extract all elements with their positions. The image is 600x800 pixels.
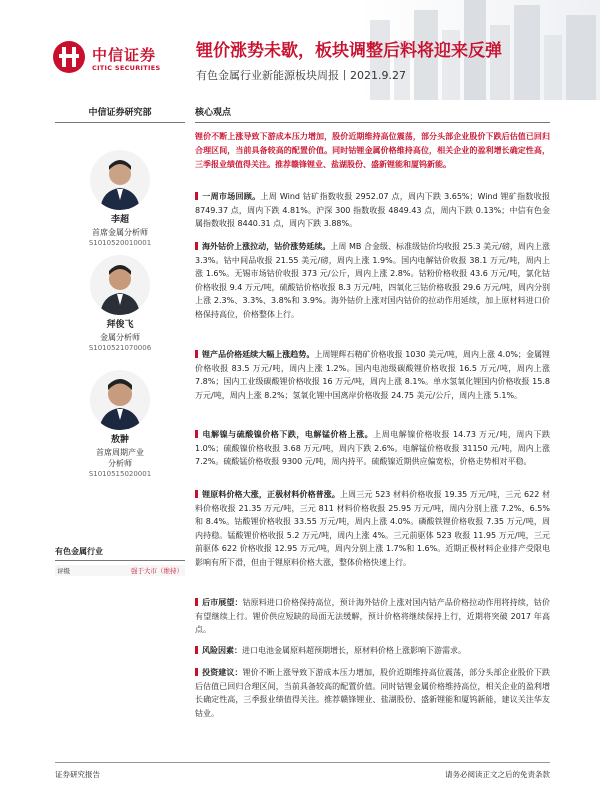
avatar: [90, 150, 150, 210]
paragraph-text: 上周 MB 合金级、标准级钴价均收报 25.3 美元/磅，周内上涨 3.3%。钴中间品收报 21.55 美元/磅，周内上涨 1.9%。国内电解钴价收报 38.1 万元/吨，周内上涨 1.6%。无锡市场钴价收报 373 元/公斤，周内上涨 2.8%。钴粉价格收报 43.6 万元/吨，氯化钴价格收报 9.4 万元/吨，硫酸钴价格收报 8.3 万元/吨，四氧化三钴价格收报 29.6 万元/吨，周内分别上涨 2.3%、3.3%、3.8%和 3.9%。海外钴价上涨对国内钴价的拉动作用延续，加上原材料进口价格保持高位，价格整体上行。: [195, 242, 551, 319]
paragraph-text: 上周锂辉石精矿价格收报 1030 美元/吨，周内上涨 4.0%；金属锂价格收报 83.5 万元/吨，周内上涨 1.2%。国内电池级碳酸锂价格收报 16.5 万元/吨，周内上涨 7.8%；国内工业级碳酸锂价格收报 16 万元/吨，周内上涨 8.1%。单水氢氧化锂国内价格收报 15.8 万元/吨，周内上涨 8.2%；氢氧化锂中国离岸价格收报 24.75 美元/公斤，周内上涨 5.1%。: [195, 350, 550, 400]
analyst-title: 首席周期产业 分析师: [96, 448, 144, 468]
report-subtitle: 有色金属行业新能源板块周报丨2021.9.27: [196, 69, 406, 82]
bullet-marker: [195, 490, 198, 498]
bullet-marker: [195, 646, 198, 654]
core-view-heading: 核心观点: [195, 105, 550, 123]
analyst-id: S1010515020001: [88, 470, 152, 478]
avatar: [90, 255, 150, 315]
report-title: 锂价涨势未歇，板块调整后料将迎来反弹: [196, 41, 502, 61]
bullet-marker: [195, 242, 198, 250]
paragraph-lead: 一周市场回顾。: [202, 192, 261, 201]
paragraph-risk: [195, 644, 550, 658]
paragraph-cobalt: [195, 240, 550, 321]
rating-value: 强于大市（维持）: [131, 567, 183, 575]
bullet-marker: [195, 668, 198, 676]
paragraph-lead: 电解镍与硫酸镍价格下跌，电解锰价格上涨。: [202, 430, 374, 439]
paragraph-lead: 后市展望：: [202, 598, 243, 607]
analyst-card: [55, 255, 185, 354]
analyst-card: [55, 150, 185, 249]
logo-english-text: CITIC SECURITIES: [92, 64, 161, 72]
paragraph-text: 上周三元 523 材料价格收报 19.35 万元/吨，三元 622 材料价格收报 21.35 万元/吨，三元 811 材料价格收报 25.95 万元/吨，周内分别上涨 7.2%、6.5%和 8.4%。钴酸锂价格收报 33.55 万元/吨，周内上涨 4.0%。磷酸铁锂价格收报 7.35 万元/吨，周内持稳。锰酸锂价格收报 5.2 万元/吨，周内上涨 4%。三元前驱体 523 收报 11.95 万元/吨，三元前驱体 622 价格收报 12.95 万元/吨，周内分别上涨 1.7%和 1.6%。近期正极材料企业排产受限电影响有所下滑，但由于锂原料价格大涨，整体价格快速上行。: [195, 490, 550, 567]
rating-label: 评级: [57, 567, 70, 575]
paragraph-lead: 投资建议：: [202, 668, 243, 677]
paragraph-text: 上周电解镍价格收报 14.73 万元/吨，周内下跌 1.0%；硫酸镍价格收报 3.68 万元/吨，周内下跌 2.6%。电解锰价格收报 31150 元/吨，周内上涨 7.2%。硫酸锰价格收报 9300 元/吨，周内持平。硫酸镍近期供应偏宽松，价格走势相对平稳。: [195, 430, 550, 466]
paragraph-investment-advice: [195, 666, 550, 720]
paragraph-lead: 海外钴价上涨拉动，钴价涨势延续。: [202, 242, 331, 251]
bullet-marker: [195, 598, 198, 606]
core-summary: 锂价不断上涨导致下游成本压力增加，股价近期维持高位震荡，部分头部企业股价下跌后估值已回归合理区间，当前具备较高的配置价值。同时钴锂金属价格维持高位，相关企业的盈利增长确定性高，三季报业绩值得关注。推荐赣锋锂业、盐湖股份、盛新锂能和厦钨新能。: [195, 132, 550, 169]
analyst-card: [55, 370, 185, 480]
bullet-marker: [195, 192, 198, 200]
paragraph-text: 锂价不断上涨导致下游成本压力增加，股价近期维持高位震荡，部分头部企业股价下跌后估值已回归合理区间，当前具备较高的配置价值。同时钴锂金属价格维持高位，相关企业的盈利增长确定性高，三季报业绩值得关注。推荐赣锋锂业、盐湖股份、盛新锂能和厦钨新能，建议关注华友钴业。: [195, 668, 551, 718]
paragraph-lead: 锂原料价格大涨，正极材料价格普涨。: [202, 490, 341, 499]
footer-left-text: 证券研究报告: [55, 770, 100, 779]
industry-rating: [55, 546, 185, 576]
analyst-id: S1010521070006: [88, 344, 152, 352]
paragraph-lead: 风险因素：: [202, 646, 242, 655]
analyst-name: 李超: [110, 215, 129, 225]
rating-row: [55, 565, 185, 576]
analyst-name: 拜俊飞: [106, 320, 134, 330]
rating-industry: 有色金属行业: [55, 546, 185, 561]
citic-logo-icon: [52, 40, 86, 74]
logo-chinese-text: 中信证券: [92, 46, 157, 64]
paragraph-lithium: [195, 348, 550, 402]
paragraph-outlook: [195, 596, 550, 637]
report-header: [0, 0, 600, 100]
analyst-id: S1010520010001: [88, 239, 152, 247]
analyst-title: 首席金属分析师: [92, 228, 148, 237]
paragraph-text: 上周 Wind 钴矿指数收报 2952.07 点，周内下跌 3.65%；Wind 锂矿指数收报 8749.37 点，周内下跌 4.81%。沪深 300 指数收报 4849.43 点，周内下跌 0.13%；中信有色金属指数收报 8440.31 点，周内下跌 3.88%。: [195, 192, 550, 228]
paragraph-cathode: [195, 488, 550, 569]
analyst-name: 敖翀: [110, 435, 129, 445]
bullet-marker: [195, 350, 198, 358]
paragraph-lead: 锂产品价格延续大幅上涨趋势。: [202, 350, 315, 359]
research-dept-heading: 中信证券研究部: [55, 105, 185, 123]
bullet-marker: [195, 430, 198, 438]
paragraph-market-review: [195, 190, 550, 231]
paragraph-text: 进口电池金属原料超预期增长，原材料价格上涨影响下游需求。: [242, 646, 466, 655]
page-footer: [55, 762, 550, 780]
avatar: [90, 370, 150, 430]
paragraph-text: 钴原料进口价格保持高位，预计海外钴价上涨对国内钴产品价格拉动作用将持续，钴价有望继续上行。锂价供应短缺的局面无法缓解，预计价格将继续保持上行，近期将突破 2017 年高点。: [195, 598, 551, 634]
core-view-column: [195, 105, 550, 172]
paragraph-nickel-manganese: [195, 428, 550, 469]
analyst-title: 金属分析师: [100, 333, 140, 342]
footer-disclaimer-text: 请务必阅读正文之后的免责条款: [445, 770, 550, 779]
analyst-column: [55, 105, 185, 123]
